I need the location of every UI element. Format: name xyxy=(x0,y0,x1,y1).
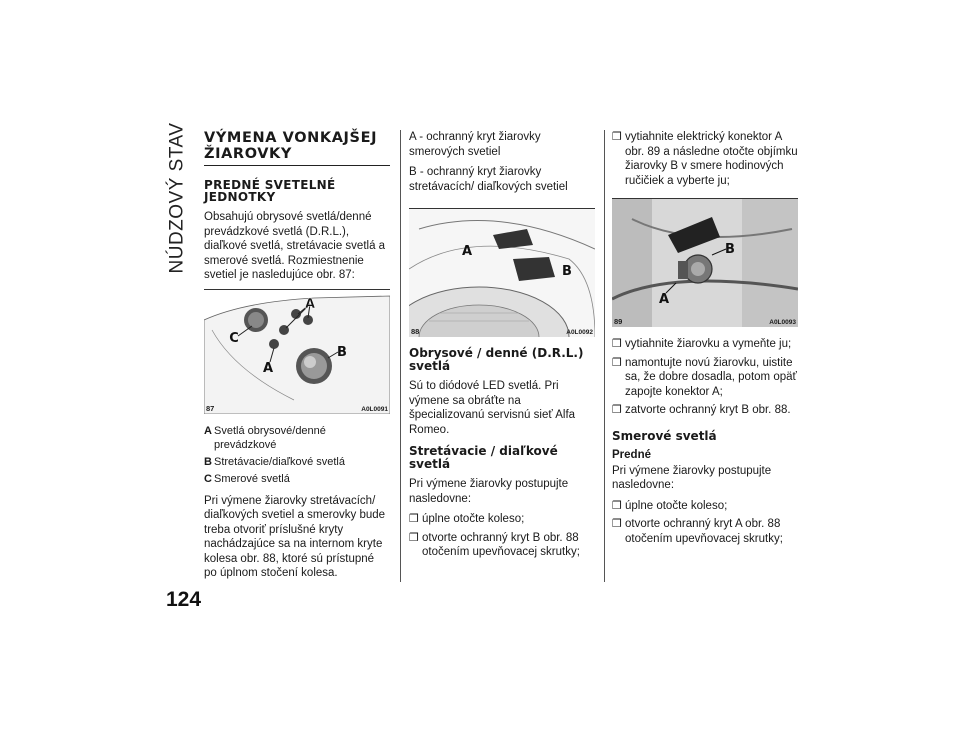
list-item xyxy=(409,531,595,560)
subtitle-front-lights: PREDNÉ SVETELNÉ JEDNOTKY xyxy=(204,178,336,204)
figure-89 xyxy=(612,198,798,327)
cover-b-text: B - ochranný kryt žiarovky stretávacích/ diaľkových svetiel xyxy=(409,166,568,193)
checkbox-icon: ❒ xyxy=(612,338,622,350)
figure-number: 89 xyxy=(614,317,623,326)
checkbox-icon: ❒ xyxy=(612,131,622,143)
figure-code: A0L0091 xyxy=(361,405,388,413)
figure-label: A xyxy=(304,296,316,312)
figure-number: 87 xyxy=(206,403,215,413)
list-item xyxy=(612,130,798,188)
list-item-text: otvorte ochranný kryt B obr. 88 otočením upevňovacej skrutky; xyxy=(422,531,580,558)
legend-item xyxy=(204,455,390,469)
cover-a-text: A - ochranný kryt žiarovky smerových svetiel xyxy=(409,131,541,158)
section-side-tab xyxy=(160,122,194,274)
headlight-cluster-illustration xyxy=(204,290,390,414)
legend-key: A xyxy=(204,424,212,437)
column-2 xyxy=(409,130,595,564)
figure-label: A xyxy=(658,292,670,307)
column-divider xyxy=(400,130,401,582)
column-3 xyxy=(612,130,798,550)
intro-paragraph: Obsahujú obrysové svetlá/denné prevádzkové svetlá (D.R.L.), diaľkové svetlá, stretávacie svetlá a smerové svetlá. Rozmiestnenie svetiel je nasledujúce obr. 87: xyxy=(204,211,386,281)
figure-code: A0L0092 xyxy=(566,329,593,336)
bulb-holder-illustration xyxy=(612,199,798,327)
legend-text: Stretávacie/diaľkové svetlá xyxy=(214,455,345,468)
drl-title: Obrysové / denné (D.R.L.) svetlá xyxy=(409,346,584,373)
front-text: Pri výmene žiarovky postupujte nasledovne: xyxy=(612,464,772,491)
list-item-text: zatvorte ochranný kryt B obr. 88. xyxy=(625,404,791,416)
figure-label: A xyxy=(461,244,473,259)
outro-paragraph: Pri výmene žiarovky stretávacích/ diaľkových svetiel a smerovky bude treba otvoriť príslušné kryty nachádzajúce sa na internom kryte kolesa obr. 88, ktoré sú prístupné po úplnom stočení kolesa. xyxy=(204,494,386,579)
figure-number: 88 xyxy=(411,327,420,336)
side-tab-label: NÚDZOVÝ STAV xyxy=(166,122,188,274)
list-item xyxy=(612,356,798,400)
list-item-text: úplne otočte koleso; xyxy=(625,499,728,512)
list-item-text: vytiahnite žiarovku a vymeňte ju; xyxy=(625,338,792,350)
list-item-text: otvorte ochranný kryt A obr. 88 otočením upevňovacej skrutky; xyxy=(625,518,783,545)
column-1 xyxy=(204,130,390,587)
list-item xyxy=(612,403,798,418)
legend-text: Smerové svetlá xyxy=(214,472,290,485)
list-item xyxy=(612,499,798,514)
legend-item xyxy=(204,424,390,452)
checkbox-icon: ❒ xyxy=(612,499,622,512)
figure-label: A xyxy=(262,360,274,376)
checkbox-icon: ❒ xyxy=(612,404,622,416)
page-number: 124 xyxy=(166,588,202,611)
drl-text: Sú to diódové LED svetlá. Pri výmene sa obráťte na špecializovanú servisnú sieť Alfa Romeo. xyxy=(409,380,576,436)
figure-87 xyxy=(204,289,390,414)
figure-88 xyxy=(409,208,595,337)
figure-label: B xyxy=(562,264,572,279)
checkbox-icon: ❒ xyxy=(612,518,622,530)
list-item xyxy=(409,512,595,527)
main-title: VÝMENA VONKAJŠEJ ŽIAROVKY xyxy=(204,130,390,166)
checkbox-icon: ❒ xyxy=(612,356,622,369)
front-label: Predné xyxy=(612,448,651,461)
figure-code: A0L0093 xyxy=(769,319,796,326)
turn-signal-title: Smerové svetlá xyxy=(612,428,717,443)
figure-label: B xyxy=(725,242,735,257)
list-item-text: vytiahnite elektrický konektor A obr. 89 a následne otočte objímku žiarovky B v smere hodinových ručičiek a vyberte ju; xyxy=(625,131,798,187)
list-item xyxy=(612,517,798,546)
legend-text: Svetlá obrysové/denné prevádzkové xyxy=(214,424,326,451)
list-item-text: namontujte novú žiarovku, uistite sa, že dobre dosadla, potom opäť zapojte konektor A; xyxy=(625,356,797,398)
legend-key: B xyxy=(204,455,212,468)
legend-key: C xyxy=(204,472,212,485)
list-item-text: úplne otočte koleso; xyxy=(422,513,525,525)
column-divider xyxy=(604,130,605,582)
list-item xyxy=(612,337,798,352)
figure-label: C xyxy=(229,330,239,346)
low-beam-text: Pri výmene žiarovky postupujte nasledovne: xyxy=(409,478,569,505)
wheel-arch-illustration xyxy=(409,209,595,337)
checkbox-icon: ❒ xyxy=(409,531,419,544)
legend-item xyxy=(204,472,390,486)
checkbox-icon: ❒ xyxy=(409,513,419,525)
figure-label: B xyxy=(337,344,347,360)
low-beam-title: Stretávacie / diaľkové svetlá xyxy=(409,444,558,471)
